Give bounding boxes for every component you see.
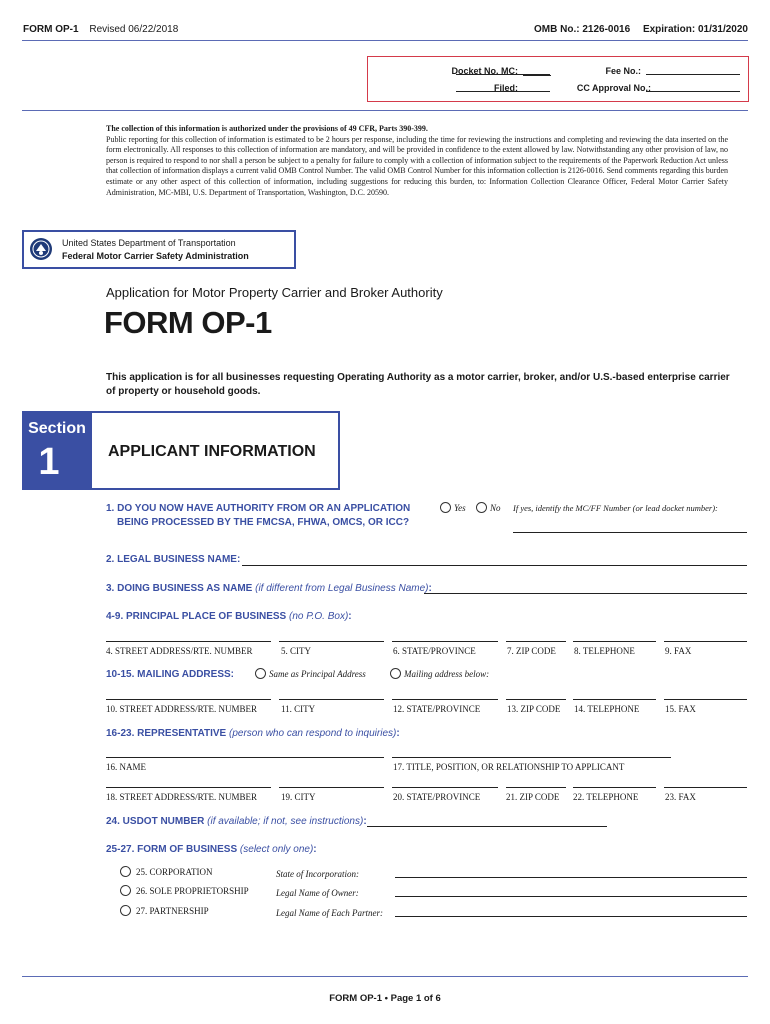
rep-fax-field[interactable]: [664, 787, 747, 788]
expiration-date: Expiration: 01/31/2020: [642, 24, 748, 35]
form-intro: This application is for all businesses requesting Operating Authority as a motor carrier, broker, and/or U.S.-based enterprise carrier of property or household goods.: [106, 372, 730, 397]
mailing-city-field[interactable]: [279, 699, 384, 700]
principal-street-field[interactable]: [106, 641, 271, 642]
q13-zip-label: 13. ZIP CODE: [507, 704, 561, 714]
q7-zip-label: 7. ZIP CODE: [507, 646, 556, 656]
burden-title: The collection of this information is authorized under the provisions of 49 CFR, Parts 390-399.: [106, 124, 428, 133]
mailing-same-label: Same as Principal Address: [269, 669, 366, 679]
q1-line1: 1. DO YOU NOW HAVE AUTHORITY FROM OR AN APPLICATION: [106, 503, 411, 514]
section-badge: [22, 411, 92, 490]
principal-zip-field[interactable]: [506, 641, 566, 642]
q2-label: 2. LEGAL BUSINESS NAME:: [106, 554, 241, 565]
docket-field-ext: [526, 75, 551, 76]
q11-city-label: 11. CITY: [281, 704, 316, 714]
form-subtitle: Application for Motor Property Carrier and Broker Authority: [106, 285, 443, 300]
q1-line2: BEING PROCESSED BY THE FMCSA, FHWA, OMCS, OR ICC?: [117, 517, 410, 528]
rep-city-field[interactable]: [279, 787, 384, 788]
burden-statement: [106, 124, 728, 198]
q23-fax-label: 23. FAX: [665, 792, 696, 802]
fee-label: Fee No.:: [605, 66, 641, 76]
state-incorporation-field[interactable]: [395, 877, 747, 878]
rep-name-field[interactable]: [106, 757, 384, 758]
mc-number-field[interactable]: [513, 532, 747, 533]
owner-name-field[interactable]: [395, 896, 747, 897]
docket-line[interactable]: [456, 74, 550, 75]
top-bar-right: [534, 24, 748, 35]
page-footer: FORM OP-1 • Page 1 of 6: [329, 993, 441, 1004]
rep-zip-field[interactable]: [506, 787, 566, 788]
principal-state-field[interactable]: [392, 641, 498, 642]
principal-city-field[interactable]: [279, 641, 384, 642]
form-id: FORM OP-1: [23, 24, 79, 35]
section-heading-box: [92, 411, 340, 490]
q5-city-label: 5. CITY: [281, 646, 311, 656]
filed-line[interactable]: [456, 91, 550, 92]
rep-title-field[interactable]: [392, 757, 671, 758]
section-number: 1: [38, 441, 60, 483]
q4-label: 4-9. PRINCIPAL PLACE OF BUSINESS (no P.O. Box):: [106, 611, 352, 622]
mailing-same-radio[interactable]: [255, 668, 266, 679]
burden-body: Public reporting for this collection of information is estimated to be 2 hours per response, including the time for reviewing the instructions and completing and reviewing the data inserted on the form electronically. All responses to this collection of information are mandatory, and will be provided in confidence to the extent allowed by law. Notwithstanding any other provision of law, no person is required to respond to nor shall a person be subject to a penalty for failure to comply with a collection of information subject to the requirements of the Paperwork Reduction Act unless that collection of information displays a current valid OMB Control Number. The valid OMB Control Number for this information collection is 2126-0016. Send comments regarding this burden estimate or any other aspect of this collection of information, including suggestions for reducing this burden, to: Information Collection Clearance Officer, Federal Motor Carrier Safety Administration, MC-MBI, U.S. Department of Transportation, Washington, D.C. 20590.: [106, 134, 728, 197]
corporation-radio[interactable]: [120, 866, 131, 877]
office-use-box: [367, 56, 749, 102]
usdot-number-field[interactable]: [367, 826, 607, 827]
q18-street-label: 18. STREET ADDRESS/RTE. NUMBER: [106, 792, 258, 802]
sole-prop-label: 26. SOLE PROPRIETORSHIP: [136, 886, 249, 896]
footer-rule: [22, 976, 748, 977]
revised-date: Revised 06/22/2018: [89, 24, 179, 35]
omb-number: OMB No.: 2126-0016: [534, 24, 631, 35]
q17-title-label: 17. TITLE, POSITION, OR RELATIONSHIP TO APPLICANT: [393, 762, 625, 772]
cc-approval-label: CC Approval No.:: [576, 83, 651, 93]
state-incorporation-label: State of Incorporation:: [276, 869, 359, 879]
q10-street-label: 10. STREET ADDRESS/RTE. NUMBER: [106, 704, 258, 714]
principal-phone-field[interactable]: [573, 641, 656, 642]
mailing-below-label: Mailing address below:: [404, 669, 490, 679]
rep-street-field[interactable]: [106, 787, 271, 788]
owner-name-label: Legal Name of Owner:: [276, 888, 359, 898]
partnership-label: 27. PARTNERSHIP: [136, 906, 209, 916]
dept-name: United States Department of Transportation: [62, 238, 236, 248]
sole-prop-radio[interactable]: [120, 885, 131, 896]
mailing-street-field[interactable]: [106, 699, 271, 700]
q14-phone-label: 14. TELEPHONE: [574, 704, 640, 714]
docket-label: Docket No. MC:: [451, 66, 518, 76]
mailing-fax-field[interactable]: [664, 699, 747, 700]
top-bar-left: [23, 24, 178, 35]
mailing-phone-field[interactable]: [573, 699, 656, 700]
q22-phone-label: 22. TELEPHONE: [573, 792, 639, 802]
mailing-zip-field[interactable]: [506, 699, 566, 700]
q1-ifyes-label: If yes, identify the MC/FF Number (or lead docket number):: [513, 503, 718, 513]
q1-yes-label: Yes: [454, 503, 466, 513]
office-rule: [22, 110, 748, 111]
rep-phone-field[interactable]: [573, 787, 656, 788]
q24-label: 24. USDOT NUMBER (if available; if not, see instructions):: [106, 816, 367, 827]
dba-name-field[interactable]: [424, 593, 747, 594]
q16-label: 16-23. REPRESENTATIVE (person who can respond to inquiries):: [106, 728, 400, 739]
agency-box: [22, 230, 296, 269]
q3-label: 3. DOING BUSINESS AS NAME (if different from Legal Business Name):: [106, 583, 432, 594]
q8-phone-label: 8. TELEPHONE: [574, 646, 635, 656]
q16-name-label: 16. NAME: [106, 762, 146, 772]
partnership-radio[interactable]: [120, 905, 131, 916]
mailing-state-field[interactable]: [392, 699, 498, 700]
q15-fax-label: 15. FAX: [665, 704, 696, 714]
q1-label: [106, 502, 410, 530]
principal-fax-field[interactable]: [664, 641, 747, 642]
q20-state-label: 20. STATE/PROVINCE: [393, 792, 481, 802]
fee-line[interactable]: [646, 74, 740, 75]
q19-city-label: 19. CITY: [281, 792, 316, 802]
q1-yes-radio[interactable]: [440, 502, 451, 513]
q9-fax-label: 9. FAX: [665, 646, 692, 656]
cc-approval-line[interactable]: [646, 91, 740, 92]
legal-name-field[interactable]: [242, 565, 747, 566]
mailing-below-radio[interactable]: [390, 668, 401, 679]
q10-label: 10-15. MAILING ADDRESS:: [106, 669, 234, 680]
top-rule: [22, 40, 748, 41]
section-heading: APPLICANT INFORMATION: [108, 443, 316, 460]
q1-no-radio[interactable]: [476, 502, 487, 513]
filed-label: Filed:: [494, 83, 518, 93]
q25-label: 25-27. FORM OF BUSINESS (select only one):: [106, 844, 317, 855]
q12-state-label: 12. STATE/PROVINCE: [393, 704, 481, 714]
corporation-label: 25. CORPORATION: [136, 867, 213, 877]
partner-names-field[interactable]: [395, 916, 747, 917]
section-label: Section: [28, 420, 86, 437]
q4-street-label: 4. STREET ADDRESS/RTE. NUMBER: [106, 646, 253, 656]
dot-seal-icon: [30, 238, 52, 260]
partner-names-label: Legal Name of Each Partner:: [276, 908, 383, 918]
q6-state-label: 6. STATE/PROVINCE: [393, 646, 476, 656]
q21-zip-label: 21. ZIP CODE: [506, 792, 560, 802]
form-title: FORM OP-1: [104, 305, 272, 340]
rep-state-field[interactable]: [392, 787, 498, 788]
admin-name: Federal Motor Carrier Safety Administration: [62, 251, 249, 261]
q1-no-label: No: [490, 503, 501, 513]
